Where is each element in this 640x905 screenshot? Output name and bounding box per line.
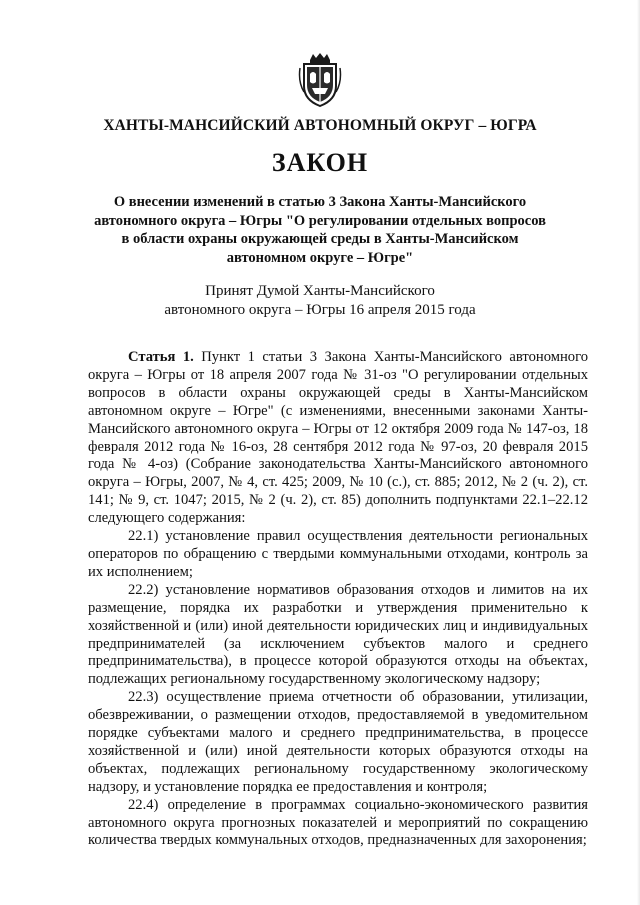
law-subject-line: автономном округе – Югре" [226,249,414,266]
subparagraph-item: 22.1) установление правил осуществления деятельности региональных операторов по обращению с твердыми коммунальными отходами, контроль за их исполнением; [88,528,588,580]
subparagraph-item: 22.4) определение в программах социально-экономического развития автономного округа прогнозных показателей и мероприятий по сокращению количества твердых коммунальных отходов, предназначенных для захоронения; [88,796,588,849]
law-subject-line: автономного округа – Югры "О регулировании отдельных вопросов [94,212,546,229]
subparagraph-item: 22.2) установление нормативов образования отходов и лимитов на их размещение, порядка их разработки и утверждения применительно к хозяйственной и (или) иной деятельности юридических лиц и индивидуальных предпринимателей (за исключением субъектов малого и среднего предпринимательства), в процессе которой образуются отходы на объектах, подлежащих региональному государственному экологическому надзору; [88,581,588,688]
law-subject [90,193,550,267]
adoption-note [100,282,540,320]
law-subject-line: О внесении изменений в статью 3 Закона Ханты-Мансийского [113,194,527,210]
law-subject-line: в области охраны окружающей среды в Ханты-Мансийском [121,231,519,247]
adoption-note-line: автономного округа – Югры 16 апреля 2015 года [164,302,476,318]
subparagraph-item: 22.3) осуществление приема отчетности об образовании, утилизации, обезвреживании, о размещении отходов, предоставляемой в уведомительном порядке субъектами малого и среднего предпринимательства, в процессе хозяйственной и (или) иной деятельности которых образуются отходы на объектах, подлежащих региональному государственному экологическому надзору, и установление порядка ее предоставления и контроля; [88,689,588,795]
coat-of-arms-icon [298,52,342,108]
article-label: Статья 1. [128,349,194,365]
region-title: ХАНТЫ-МАНСИЙСКИЙ АВТОНОМНЫЙ ОКРУГ – ЮГРА [103,117,537,134]
law-body [88,349,588,850]
document-type-title: ЗАКОН [271,148,369,177]
article-paragraph [88,349,588,528]
article-text: Пункт 1 статьи 3 Закона Ханты-Мансийского автономного округа – Югры от 18 апреля 2007 года № 31-оз "О регулировании отдельных вопросов в области охраны окружающей среды в Ханты-Мансийском автономном округе – Югре" (с изменениями, внесенными законами Ханты-Мансийского автономного округа – Югры от 12 октября 2009 года № 147-оз, 18 февраля 2012 года № 16-оз, 28 сентября 2012 года № 97-оз, 20 февраля 2015 года № 4-оз) (Собрание законодательства Ханты-Мансийского автономного округа – Югры, 2007, № 4, ст. 425; 2009, № 10 (с.), ст. 885; 2012, № 2 (ч. 2), ст. 141; № 9, ст. 1047; 2015, № 2 (ч. 2), ст. 85) дополнить подпунктами 22.1–22.12 следующего содержания: [88,349,588,527]
adoption-note-line: Принят Думой Ханты-Мансийского [205,283,435,299]
